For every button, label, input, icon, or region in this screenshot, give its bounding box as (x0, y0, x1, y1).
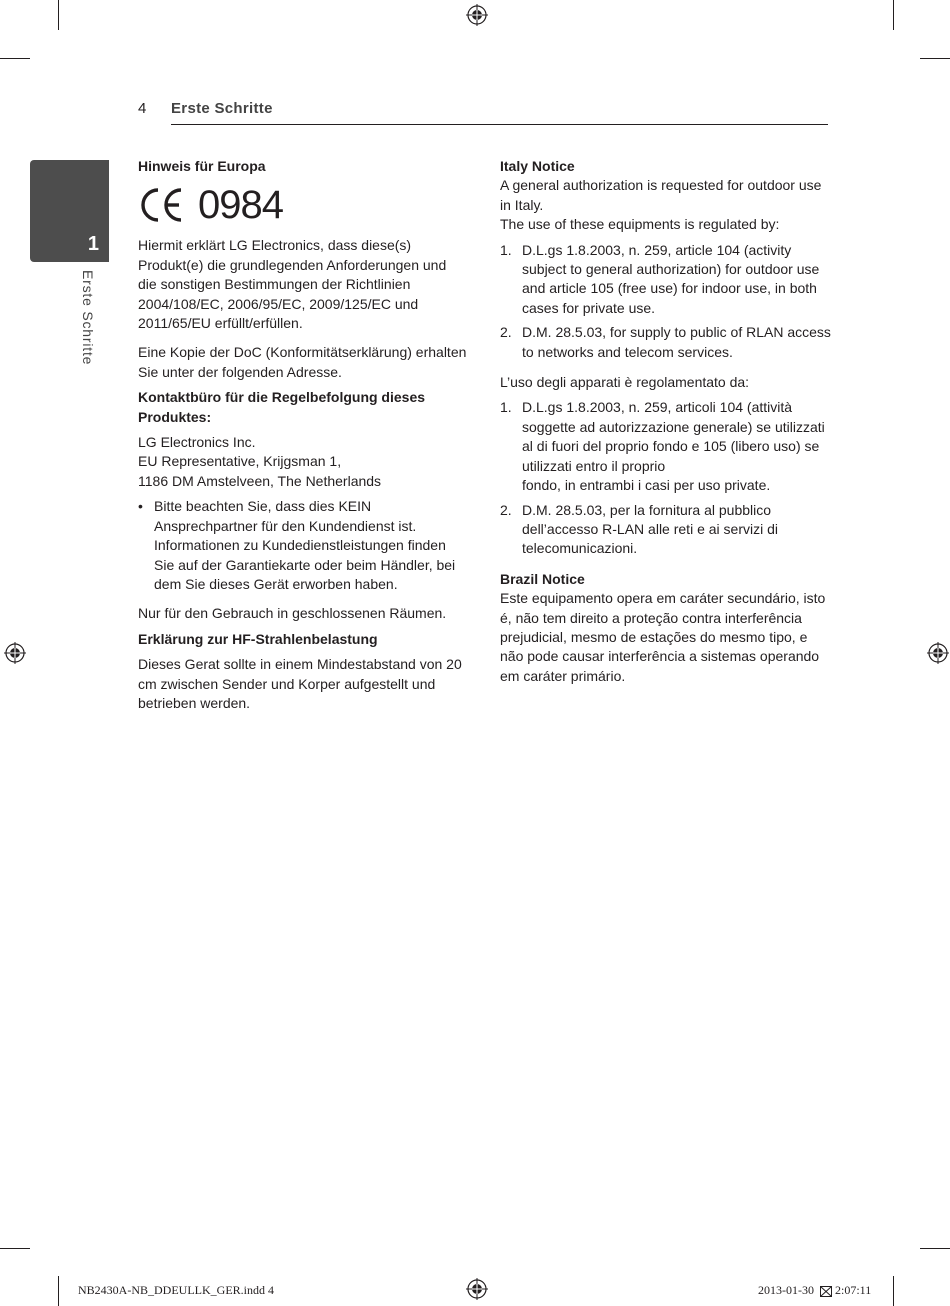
italy-notice-title: Italy Notice (500, 158, 575, 174)
footer-time: 2:07:11 (835, 1283, 872, 1297)
italy-paragraph: A general authorization is requested for outdoor use in Italy. (500, 177, 822, 213)
list-text: D.L.gs 1.8.2003, n. 259, article 104 (activity subject to general authorization) for outdoor use and article 105 (free use) for indoor use, in both cases for private use. (522, 241, 820, 316)
list-number: 1. (500, 241, 512, 258)
registration-mark-icon (927, 642, 949, 664)
list-text: fondo, in entrambi i casi per uso private. (522, 477, 771, 494)
list-text: D.L.gs 1.8.2003, n. 259, articoli 104 (attività soggette ad autorizzazione generale) se utilizzati al di fuori del proprio fondo e 105 (libero uso) se utilizzati entro il proprio (522, 399, 825, 474)
footer-date: 2013-01-30 (758, 1283, 814, 1297)
crop-mark (0, 1248, 30, 1249)
ce-mark-icon (140, 187, 184, 223)
crop-mark (893, 0, 894, 30)
ce-notified-body-number: 0984 (198, 183, 283, 228)
indoor-use-note: Nur für den Gebrauch in geschlossenen Räumen. (138, 605, 447, 622)
europe-notice-title: Hinweis für Europa (138, 158, 266, 174)
crop-mark (920, 1248, 950, 1249)
list-text: D.M. 28.5.03, for supply to public of RLAN access to networks and telecom services. (522, 324, 831, 360)
italy-list (500, 241, 832, 362)
list-number: 2. (500, 501, 512, 518)
clock-icon (820, 1284, 832, 1295)
registration-mark-icon (4, 642, 26, 664)
address-line: LG Electronics Inc. (138, 434, 256, 451)
list-text: D.M. 28.5.03, per la fornitura al pubblico dell’accesso R-LAN alle reti e ai servizi di telecomunicazioni. (522, 501, 778, 557)
registration-mark-icon (466, 4, 488, 26)
hf-exposure-title: Erklärung zur HF-Strahlenbelastung (138, 630, 378, 647)
list-item (500, 398, 832, 495)
italy-paragraph: The use of these equipments is regulated by: (500, 216, 780, 233)
bullet-icon: • (138, 498, 143, 515)
list-item (138, 497, 468, 594)
chapter-tab (30, 160, 109, 262)
crop-mark (58, 0, 59, 30)
list-item (500, 323, 832, 362)
italian-intro: L’uso degli apparati è regolamentato da: (500, 374, 750, 391)
bullet-text: Bitte beachten Sie, dass dies KEIN Ansprechpartner für den Kundendienst ist. Informationen zu Kundedienstleistungen finden Sie auf der Garantiekarte oder beim Händler, bei dem Sie dieses Gerät erworben haben. (154, 498, 456, 592)
crop-mark (58, 1276, 59, 1306)
crop-mark (893, 1276, 894, 1306)
declaration-paragraph: Hiermit erklärt LG Electronics, dass diese(s) Produkt(e) die grundlegenden Anforderungen und die sonstigen Bestimmungen der Richtlinien 2004/108/EC, 2006/95/EC, 2009/125/EC und 2011/65/EU erfüllt/erfüllen. (138, 237, 447, 332)
list-number: 1. (500, 399, 512, 416)
left-column (138, 157, 468, 713)
chapter-label: Erste Schritte (80, 270, 96, 366)
list-number: 2. (500, 324, 512, 341)
list-text-block (522, 398, 832, 495)
brazil-notice-text: Este equipamento opera em caráter secundário, isto é, não tem direito a proteção contra interferência prejudicial, mesmo de estações do mesmo tipo, e não pode causar interferência a sistemas operando em caráter primário. (500, 590, 826, 684)
italian-list (500, 398, 832, 558)
crop-mark (920, 58, 950, 59)
page-number: 4 (138, 100, 147, 117)
right-column (500, 157, 832, 686)
doc-copy-paragraph: Eine Kopie der DoC (Konformitätserklärung) erhalten Sie unter der folgenden Adresse. (138, 344, 467, 380)
list-item (500, 501, 832, 559)
header-divider (171, 124, 828, 125)
list-item (500, 241, 832, 319)
chapter-number: 1 (87, 233, 99, 255)
brazil-notice-title: Brazil Notice (500, 570, 585, 587)
address-line: 1186 DM Amstelveen, The Netherlands (138, 472, 382, 489)
hf-exposure-text: Dieses Gerat sollte in einem Mindestabstand von 20 cm zwischen Sender und Korper aufgestellt und betrieben werden. (138, 656, 462, 711)
contact-office-title: Kontaktbüro für die Regelbefolgung dieses Produktes: (138, 389, 426, 425)
ce-marking (140, 182, 468, 228)
registration-mark-icon (466, 1278, 488, 1300)
crop-mark (0, 58, 30, 59)
section-title: Erste Schritte (171, 100, 273, 117)
footer-filename: NB2430A-NB_DDEULLK_GER.indd 4 (78, 1283, 274, 1297)
address-line: EU Representative, Krijgsman 1, (138, 453, 342, 470)
